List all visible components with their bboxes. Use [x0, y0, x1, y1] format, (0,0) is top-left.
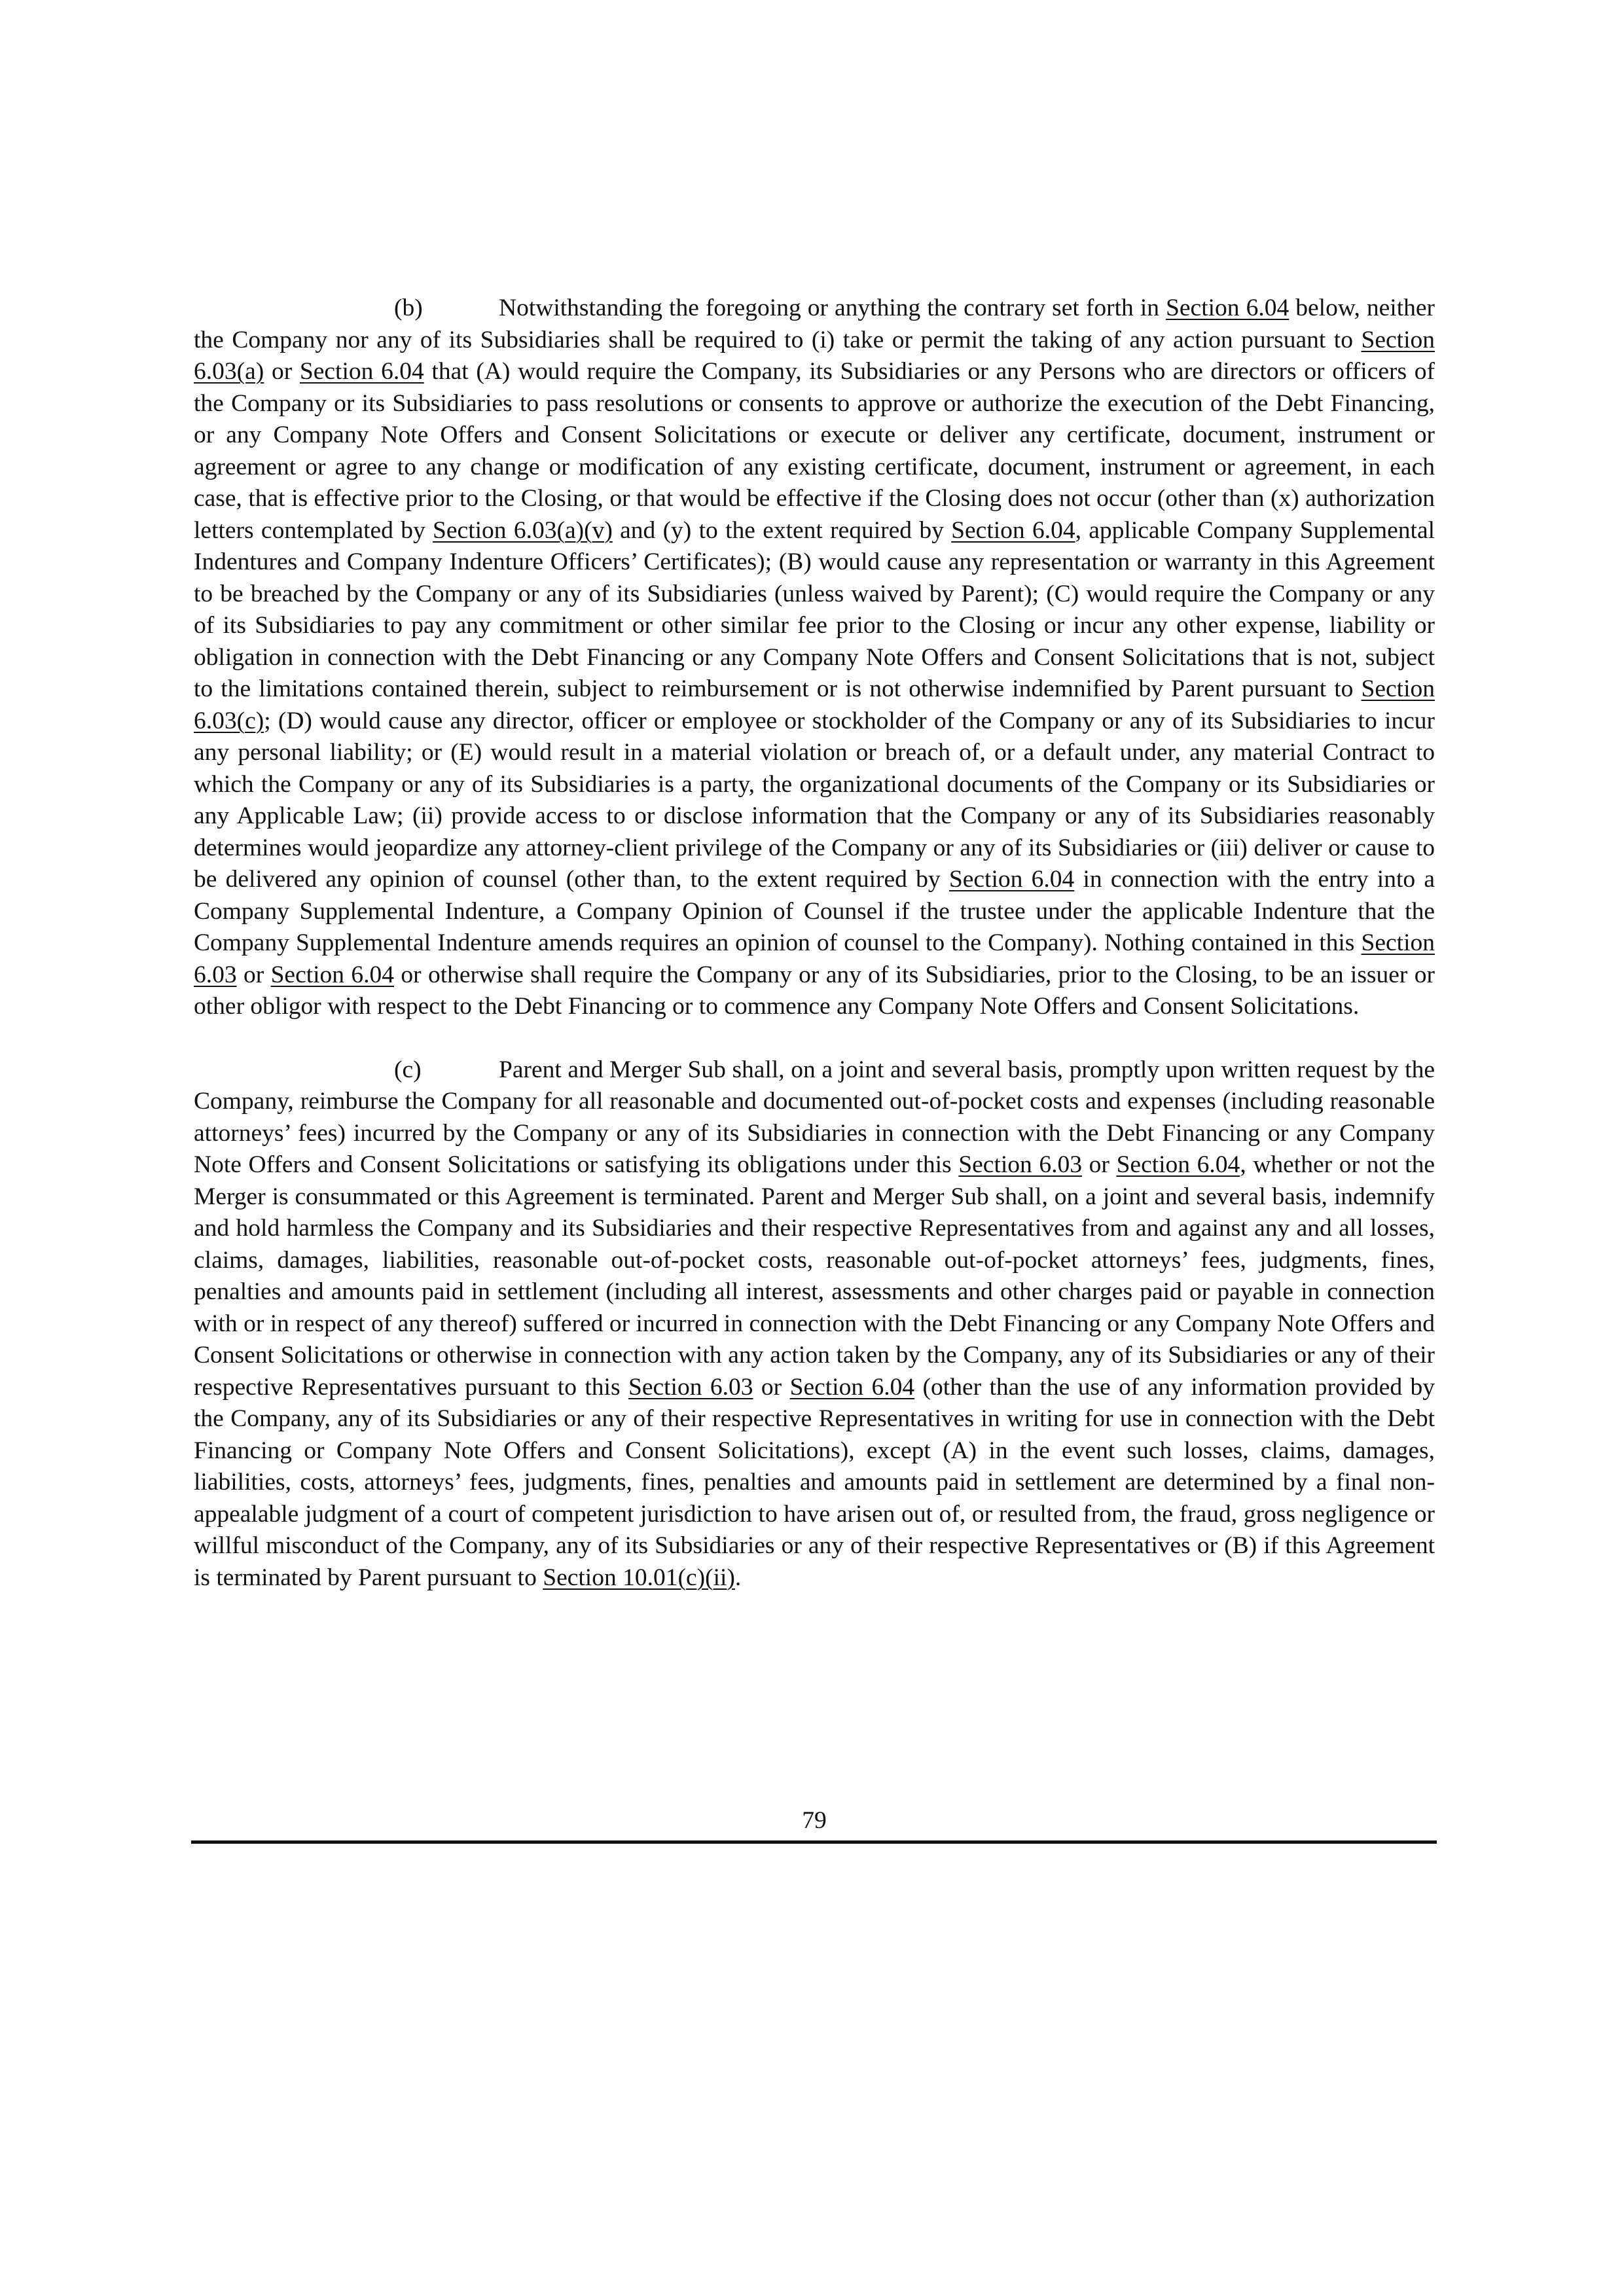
paragraph-text: , whether or not the Merger is consummated or this Agreement is terminated. Parent and Merger Sub shall, on a joint and several basis, indemnify and hold harmless the Company and its Subsidiaries and their respective Representatives from and against any and all losses, claims, damages, liabilities, reasonable out-of-pocket costs, reasonable out-of-pocket attorneys’ fees, judgments, fines, penalties and amounts paid in settlement (including all interest, assessments and other charges paid or payable in connection with or in respect of any thereof) suffered or incurred in connection with the Debt Financing or any Company Note Offers and Consent Solicitations or otherwise in connection with any action taken by the Company, any of its Subsidiaries or any of their respective Representatives pursuant to this	[194, 1151, 1435, 1401]
paragraph-c	[194, 1054, 1435, 1594]
paragraph-label: (b)	[394, 295, 423, 321]
section-reference-link[interactable]: Section 6.03	[958, 1151, 1083, 1178]
paragraph-b	[194, 293, 1435, 1023]
paragraph-text: or	[264, 358, 300, 385]
paragraph-label: (c)	[394, 1056, 422, 1083]
section-reference-link[interactable]: Section 10.01(c)(ii)	[543, 1564, 735, 1591]
page-body	[194, 293, 1435, 1594]
paragraph-text: , applicable Company Supplemental Indentures and Company Indenture Officers’ Certificates); (B) would cause any representation or warranty in this Agreement to be breached by the Company or any of its Subsidiaries (unless waived by Parent); (C) would require the Company or any of its Subsidiaries to pay any commitment or other similar fee prior to the Closing or incur any other expense, liability or obligation in connection with the Debt Financing or any Company Note Offers and Consent Solicitations that is not, subject to the limitations contained therein, subject to reimbursement or is not otherwise indemnified by Parent pursuant to	[194, 516, 1435, 702]
paragraph-text: Notwithstanding the foregoing or anything the contrary set forth in	[499, 295, 1166, 321]
section-reference-link[interactable]: Section 6.04	[270, 961, 395, 988]
paragraph-text: Parent and Merger Sub shall, on a joint and several basis, promptly upon written request by the Company, reimburse the Company for all reasonable and documented out-of-pocket costs and expenses (including reasonable attorneys’ fees) incurred by the Company or any of its Subsidiaries in connection with the Debt Financing or any Company Note Offers and Consent Solicitations or satisfying its obligations under this	[194, 1056, 1435, 1178]
section-reference-link[interactable]: Section 6.03(a)	[194, 326, 1435, 385]
paragraph-text: .	[734, 1564, 742, 1591]
section-reference-link[interactable]: Section 6.04	[948, 866, 1075, 893]
section-reference-link[interactable]: Section 6.04	[789, 1373, 915, 1401]
paragraph-text: or otherwise shall require the Company or any of its Subsidiaries, prior to the Closing, to be an issuer or other obligor with respect to the Debt Financing or to commence any Company Note Offers and Consent Solicitations.	[194, 961, 1435, 1020]
paragraph-text: or	[753, 1373, 790, 1401]
footer-divider	[191, 1840, 1437, 1844]
paragraph-text: (other than the use of any information provided by the Company, any of its Subsidiaries or any of their respective Representatives in writing for use in connection with the Debt Financing or Company Note Offers and Consent Solicitations), except (A) in the event such losses, claims, damages, liabilities, costs, attorneys’ fees, judgments, fines, penalties and amounts paid in settlement are determined by a final non-appealable judgment of a court of competent jurisdiction to have arisen out of, or resulted from, the fraud, gross negligence or willful misconduct of the Company, any of its Subsidiaries or any of their respective Representatives or (B) if this Agreement is terminated by Parent pursuant to	[194, 1373, 1435, 1591]
section-reference-link[interactable]: Section 6.04	[951, 516, 1075, 544]
section-reference-link[interactable]: Section 6.04	[299, 358, 424, 385]
section-reference-link[interactable]: Section 6.04	[1116, 1151, 1240, 1178]
section-reference-link[interactable]: Section 6.03(a)(v)	[433, 516, 613, 544]
section-reference-link[interactable]: Section 6.04	[1166, 295, 1290, 321]
paragraph-text: or	[1082, 1151, 1117, 1178]
paragraph-text: ; (D) would cause any director, officer or employee or stockholder of the Company or any of its Subsidiaries to incur any personal liability; or (E) would result in a material violation or breach of, or a default under, any material Contract to which the Company or any of its Subsidiaries is a party, the organizational documents of the Company or its Subsidiaries or any Applicable Law; (ii) provide access to or disclose information that the Company or any of its Subsidiaries reasonably determines would jeopardize any attorney-client privilege of the Company or any of its Subsidiaries or (iii) deliver or cause to be delivered any opinion of counsel (other than, to the extent required by	[194, 707, 1435, 893]
paragraph-text: that (A) would require the Company, its Subsidiaries or any Persons who are directors or officers of the Company or its Subsidiaries to pass resolutions or consents to approve or authorize the execution of the Debt Financing, or any Company Note Offers and Consent Solicitations or execute or deliver any certificate, document, instrument or agreement or agree to any change or modification of any existing certificate, document, instrument or agreement, in each case, that is effective prior to the Closing, or that would be effective if the Closing does not occur (other than (x) authorization letters contemplated by	[194, 358, 1435, 544]
paragraph-text: or	[236, 961, 271, 988]
paragraph-text: and (y) to the extent required by	[612, 516, 952, 544]
paragraph-text: in connection with the entry into a Company Supplemental Indenture, a Company Opinion of Counsel if the trustee under the applicable Indenture that the Company Supplemental Indenture amends requires an opinion of counsel to the Company). Nothing contained in this	[194, 866, 1435, 956]
section-reference-link[interactable]: Section 6.03	[628, 1373, 753, 1401]
page-number: 79	[802, 1807, 827, 1834]
paragraph-text: below, neither the Company nor any of its Subsidiaries shall be required to (i) take or permit the taking of any action pursuant to	[194, 295, 1435, 353]
section-reference-link[interactable]: Section 6.03(c)	[194, 675, 1435, 734]
section-reference-link[interactable]: Section 6.03	[194, 929, 1435, 988]
